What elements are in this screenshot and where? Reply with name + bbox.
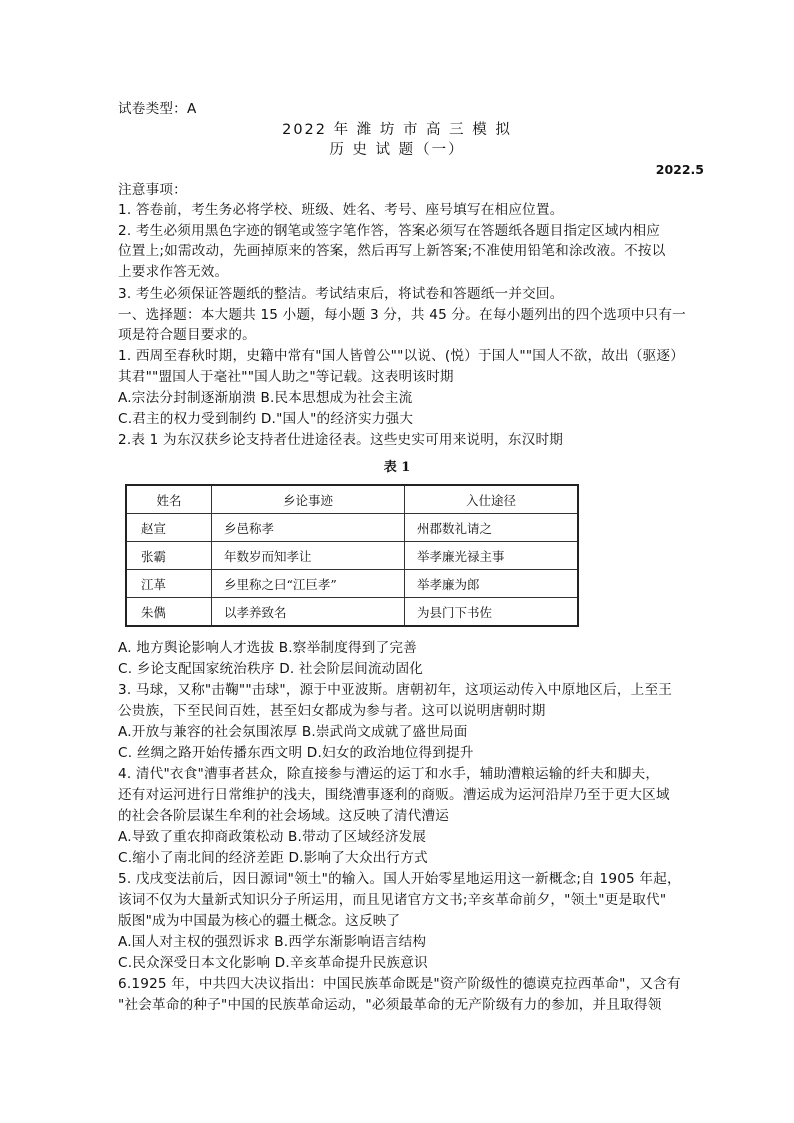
text-line: 3. 考生必须保证答题纸的整洁。考试结束后，将试卷和答题纸一并交回。 <box>118 286 564 302</box>
paper-type: 试卷类型：A <box>118 101 197 117</box>
question-5: 5. 戊戌变法前后，因日源词"领土"的输入。国人开始零星地运用这一新概念;自 1905 年起， <box>118 871 681 887</box>
option-line: A.导致了重农抑商政策松动 B.带动了区域经济发展 <box>118 829 427 845</box>
text-line: 公贵族，下至民间百姓，甚至妇女都成为参与者。这可以说明唐朝时期 <box>118 703 546 719</box>
option-line: C.民众深受日本文化影响 D.辛亥革命提升民族意识 <box>118 955 428 971</box>
text-line: 一、选择题：本大题共 15 小题，每小题 3 分，共 45 分。在每小题列出的四个选项中只有一 <box>118 307 686 323</box>
text-line: 其君""盟国人于毫社""国人助之"等记载。这表明该时期 <box>118 369 454 385</box>
table-cell: 江革 <box>126 570 212 598</box>
option-line: C.缩小了南北间的经济差距 D.影响了大众出行方式 <box>118 850 428 866</box>
table-cell: 举孝廉光禄主事 <box>405 542 579 570</box>
column-header: 乡论事迹 <box>212 485 405 514</box>
table-cell: 以孝养致名 <box>212 598 405 627</box>
table-row <box>126 570 578 598</box>
text-line: 上要求作答无效。 <box>118 264 229 280</box>
option-line: A.开放与兼容的社会氛围浓厚 B.崇武尚文成就了盛世局面 <box>118 724 468 740</box>
table-cell: 张霸 <box>126 542 212 570</box>
table-row <box>126 514 578 542</box>
table-cell: 乡里称之曰“江巨孝” <box>212 570 405 598</box>
table-cell: 州郡数礼请之 <box>405 514 579 542</box>
table-header-row <box>126 485 578 514</box>
option-line: A.宗法分封制逐渐崩溃 B.民本思想成为社会主流 <box>118 390 413 406</box>
table-caption: 表 1 <box>383 460 411 475</box>
question-6: 6.1925 年，中共四大决议指出：中国民族革命既是"资产阶级性的德谟克拉西革命"，又含有 <box>118 976 681 992</box>
text-line: 版图"成为中国最为核心的疆土概念。这反映了 <box>118 913 401 929</box>
column-header: 入仕途径 <box>405 485 579 514</box>
option-line: A. 地方舆论影响人才选拔 B.察举制度得到了完善 <box>118 640 417 656</box>
data-table <box>125 484 579 627</box>
page-title: 2022 年 潍 坊 市 高 三 模 拟 <box>282 122 512 138</box>
column-header: 姓名 <box>126 485 212 514</box>
table-cell: 为县门下书佐 <box>405 598 579 627</box>
table-cell: 乡邑称孝 <box>212 514 405 542</box>
text-line: 注意事项： <box>118 182 187 198</box>
text-line: 的社会各阶层谋生牟利的社会场域。这反映了清代漕运 <box>118 808 450 824</box>
text-line: 位置上;如需改动，先画掉原来的答案，然后再写上新答案;不准使用铅笔和涂改液。不按以 <box>118 243 666 259</box>
text-line: 还有对运河进行日常维护的浅夫，围绕漕事逐利的商贩。漕运成为运河沿岸乃至于更大区域 <box>118 787 670 803</box>
table-cell: 年数岁而知孝让 <box>212 542 405 570</box>
text-line: 2. 考生必须用黑色字迹的钢笔或签字笔作答，答案必须写在答题纸各题目指定区域内相应 <box>118 223 661 239</box>
option-line: A.国人对主权的强烈诉求 B.西学东渐影响语言结构 <box>118 934 427 950</box>
table-row <box>126 598 578 627</box>
exam-date: 2022.5 <box>655 162 704 177</box>
text-line: 项是符合题目要求的。 <box>118 327 256 343</box>
question-1: 1. 西周至春秋时期，史籍中常有"国人皆曾公""以说、(悦）于国人""国人不欲，故出（驱逐） <box>118 348 685 364</box>
question-3: 3. 马球，又称"击鞠""击球"，源于中亚波斯。唐朝初年，这项运动传入中原地区后，上至王 <box>118 682 673 698</box>
table-cell: 举孝廉为郎 <box>405 570 579 598</box>
option-line: C. 丝绸之路开始传播东西文明 D.妇女的政治地位得到提升 <box>118 745 474 761</box>
text-line: 该词不仅为大量新式知识分子所运用，而且见诸官方文书;辛亥革命前夕，"领土"更是取代" <box>118 892 667 908</box>
table-cell: 朱儁 <box>126 598 212 627</box>
text-line: "社会革命的种子"中国的民族革命运动，"必须最革命的无产阶级有力的参加，并且取得领 <box>118 997 662 1013</box>
table-cell: 赵宣 <box>126 514 212 542</box>
option-line: C.君主的权力受到制约 D."国人"的经济实力强大 <box>118 411 414 427</box>
question-2: 2.表 1 为东汉获乡论支持者仕进途径表。这些史实可用来说明，东汉时期 <box>118 432 564 448</box>
option-line: C. 乡论支配国家统治秩序 D. 社会阶层间流动固化 <box>118 661 424 677</box>
question-4: 4. 清代"衣食"漕事者甚众，除直接参与漕运的运丁和水手，辅助漕粮运输的纤夫和脚夫， <box>118 766 660 782</box>
table-row <box>126 542 578 570</box>
text-line: 1. 答卷前，考生务必将学校、班级、姓名、考号、座号填写在相应位置。 <box>118 202 564 218</box>
page-subtitle: 历 史 试 题（一） <box>329 142 465 158</box>
